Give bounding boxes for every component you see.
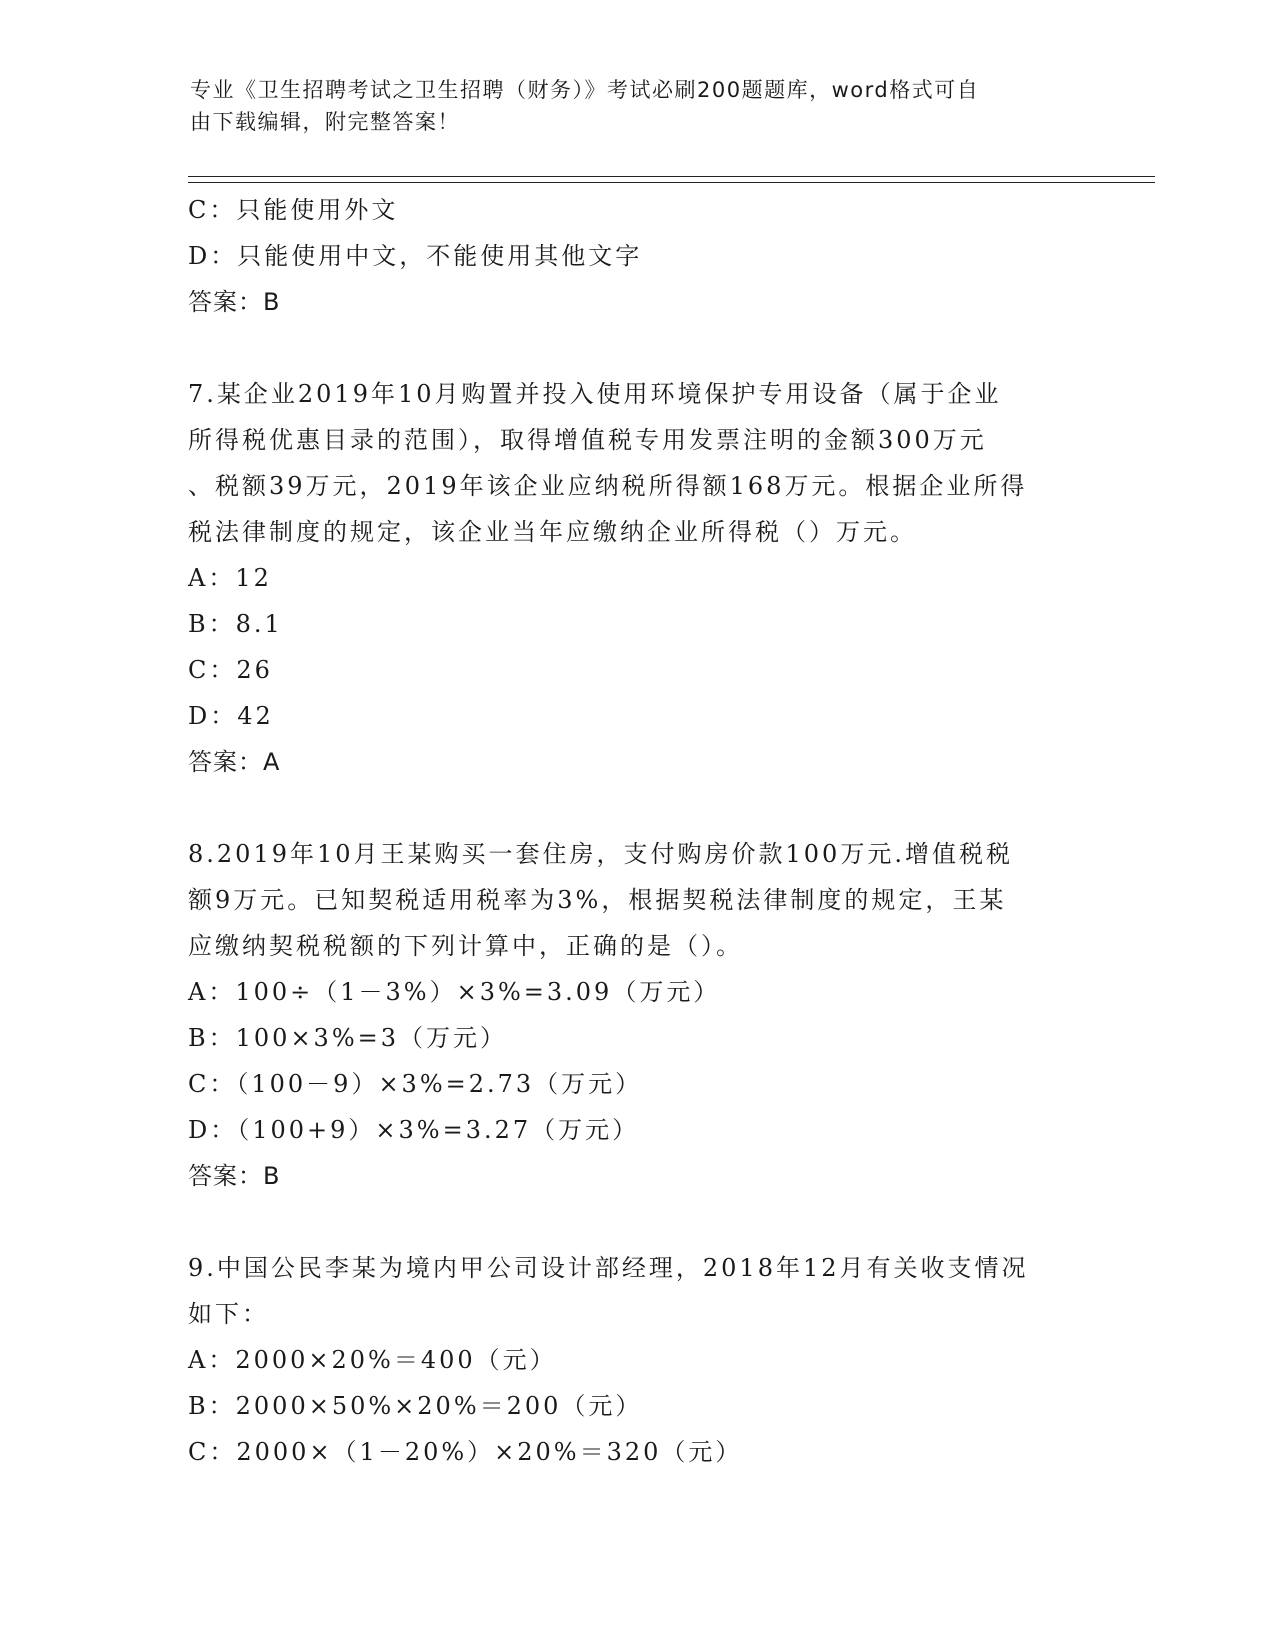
option-d: D：42 [188, 702, 274, 730]
option-a: A：2000×20%＝400（元） [188, 1346, 557, 1374]
option-c: C：2000×（1－20%）×20%＝320（元） [188, 1438, 743, 1466]
header-divider-bottom [188, 182, 1155, 183]
spacer [188, 785, 1088, 831]
answer: 答案：B [188, 288, 281, 316]
previous-question-tail [188, 187, 1088, 325]
option-b: B：8.1 [188, 610, 283, 638]
question-9-line-2: 如下： [188, 1300, 269, 1328]
option-b: B：2000×50%×20%＝200（元） [188, 1392, 643, 1420]
answer: 答案：A [188, 748, 281, 776]
option-c: C：只能使用外文 [188, 196, 399, 224]
header-divider-top [188, 176, 1155, 177]
spacer [188, 1199, 1088, 1245]
question-8 [188, 831, 1088, 1199]
question-9-line-1: 9.中国公民李某为境内甲公司设计部经理，2018年12月有关收支情况 [188, 1254, 1029, 1282]
question-7 [188, 371, 1088, 785]
question-7-line-4: 税法律制度的规定，该企业当年应缴纳企业所得税（）万元。 [188, 518, 917, 546]
option-d: D：只能使用中文，不能使用其他文字 [188, 242, 643, 270]
question-7-line-1: 7.某企业2019年10月购置并投入使用环境保护专用设备（属于企业 [188, 380, 1002, 408]
question-9 [188, 1245, 1088, 1475]
question-7-line-3: 、税额39万元，2019年该企业应纳税所得额168万元。根据企业所得 [188, 472, 1028, 500]
question-8-line-3: 应缴纳契税税额的下列计算中，正确的是（）。 [188, 932, 743, 960]
page-header [190, 74, 1090, 138]
spacer [188, 325, 1088, 371]
question-8-line-2: 额9万元。已知契税适用税率为3%，根据契税法律制度的规定，王某 [188, 886, 1007, 914]
option-a: A：100÷（1－3%）×3%=3.09（万元） [188, 978, 721, 1006]
option-d: D：（100+9）×3%=3.27（万元） [188, 1116, 640, 1144]
question-7-line-2: 所得税优惠目录的范围），取得增值税专用发票注明的金额300万元 [188, 426, 987, 454]
document-body [188, 187, 1088, 1475]
header-line-1: 专业《卫生招聘考试之卫生招聘（财务）》考试必刷200题题库，word格式可自 [190, 78, 980, 102]
option-b: B：100×3%=3（万元） [188, 1024, 508, 1052]
option-c: C：（100－9）×3%=2.73（万元） [188, 1070, 643, 1098]
option-c: C：26 [188, 656, 273, 684]
header-line-2: 由下载编辑，附完整答案！ [190, 110, 460, 134]
option-a: A：12 [188, 564, 272, 592]
question-8-line-1: 8.2019年10月王某购买一套住房，支付购房价款100万元.增值税税 [188, 840, 1013, 868]
answer: 答案：B [188, 1162, 281, 1190]
